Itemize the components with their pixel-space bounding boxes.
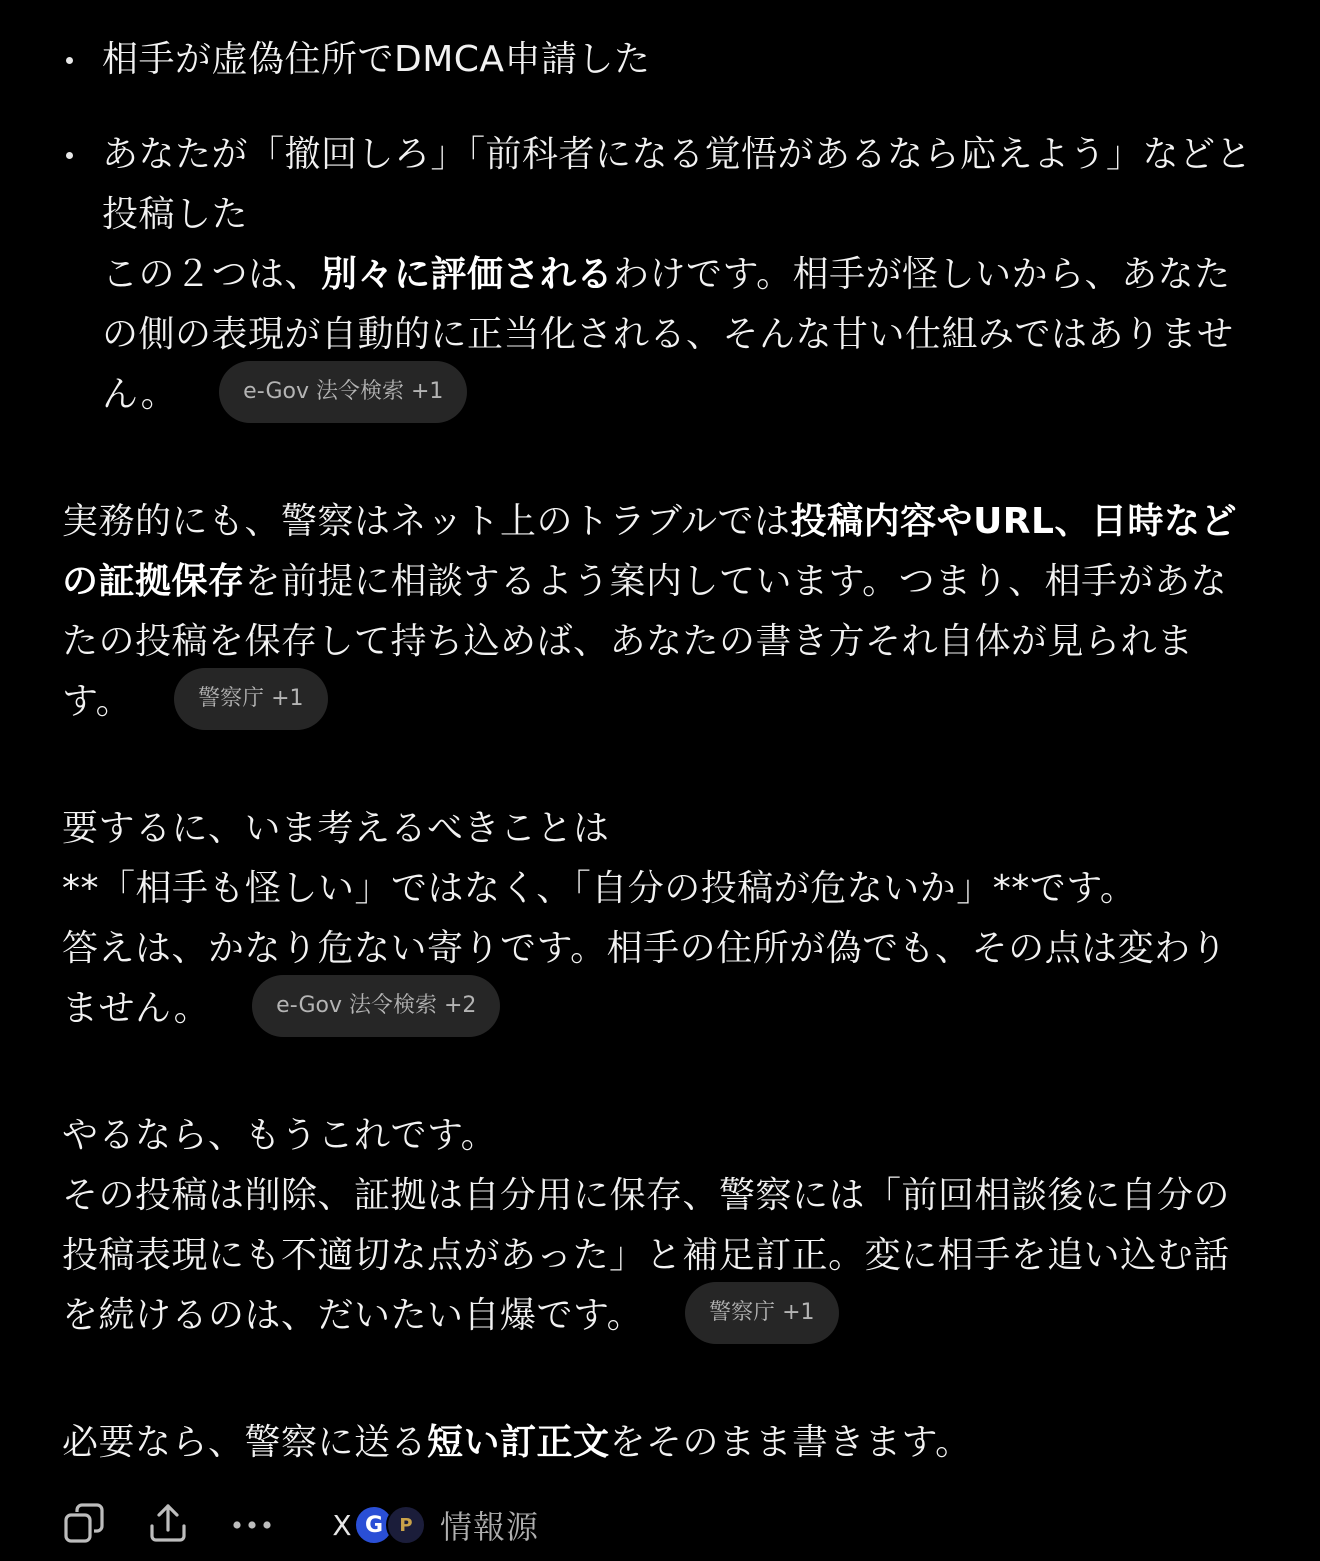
message-toolbar [62, 1496, 539, 1554]
paragraph-text: やるなら、もうこれです。 [62, 1115, 498, 1156]
bullet-text: 相手が虚偽住所でDMCA申請した [102, 39, 651, 80]
paragraph-text: 実務的にも、警察はネット上のトラブルでは [62, 501, 791, 542]
police-source-icon: P [386, 1505, 426, 1545]
copy-button[interactable] [62, 1503, 106, 1547]
sources-button[interactable] [322, 1502, 539, 1548]
bold-text: 別々に評価される [321, 254, 614, 295]
paragraph-text: 要するに、いま考えるべきことは [62, 808, 610, 849]
more-icon [232, 1516, 272, 1535]
citation-chip[interactable]: 警察庁 +1 [174, 668, 327, 730]
government-source-icon: G [354, 1505, 394, 1545]
copy-icon [63, 1502, 105, 1548]
bullet-item [62, 125, 1258, 427]
message-body [62, 30, 1258, 1473]
paragraph-text: をそのまま書きます。 [609, 1422, 972, 1463]
paragraph [62, 1106, 1258, 1348]
bold-text: 投稿内容やURL、日時などの証拠保存 [62, 501, 1237, 602]
x-source-icon: X [322, 1505, 362, 1545]
citation-chip[interactable]: e-Gov 法令検索 +1 [219, 361, 467, 423]
bold-text: 短い訂正文 [427, 1422, 610, 1463]
source-icons [322, 1505, 418, 1545]
paragraph-text: 答えは、かなり危ない寄りです。相手の住所が偽でも、その点は変わりません。 [62, 928, 1228, 1029]
bullet-text: あなたが「撤回しろ」「前科者になる覚悟があるなら応えよう」などと投稿した [102, 134, 1253, 235]
bullet-tail-text: わけです。相手が怪しいから、あなたの側の表現が自動的に正当化される、そんな甘い仕組みではありません。 [102, 254, 1234, 415]
share-icon [148, 1502, 188, 1548]
paragraph-text: 必要なら、警察に送る [62, 1422, 428, 1463]
bullet-dot [66, 152, 73, 159]
sources-label: 情報源 [440, 1508, 540, 1546]
bullet-list [62, 30, 1258, 427]
paragraph [62, 799, 1258, 1041]
bullet-item [62, 30, 1258, 90]
more-button[interactable] [230, 1503, 274, 1547]
paragraph-text: **「相手も怪しい」ではなく、「自分の投稿が危ないか」**です。 [62, 868, 1137, 909]
paragraph-text: を前提に相談するよう案内しています。つまり、相手があなたの投稿を保存して持ち込めば、あなたの書き方それ自体が見られます。 [62, 561, 1228, 722]
share-button[interactable] [146, 1503, 190, 1547]
citation-chip[interactable]: 警察庁 +1 [685, 1282, 838, 1344]
citation-chip[interactable]: e-Gov 法令検索 +2 [252, 975, 500, 1037]
paragraph-text: その投稿は削除、証拠は自分用に保存、警察には「前回相談後に自分の投稿表現にも不適切な点があった」と補足訂正。変に相手を追い込む話を続けるのは、だいたい自爆です。 [62, 1175, 1231, 1336]
bullet-dot [66, 57, 73, 64]
bullet-tail-text: この２つは、 [102, 254, 322, 295]
paragraph [62, 492, 1258, 734]
paragraph [62, 1413, 1258, 1473]
